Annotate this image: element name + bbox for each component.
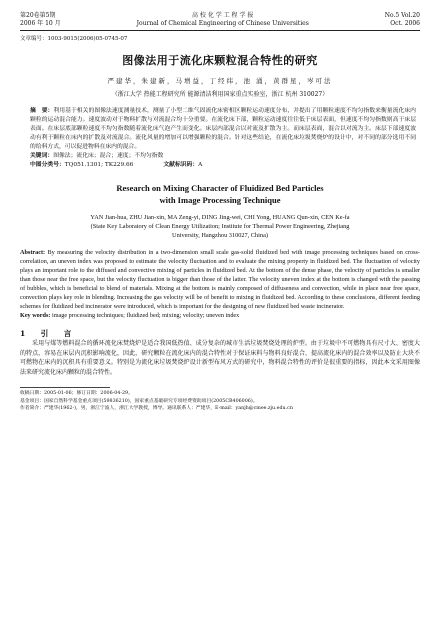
issue-volume: 第20卷第5期 bbox=[20, 12, 56, 19]
keywords-en-label: Key words: bbox=[20, 312, 51, 319]
title-cn: 图像法用于流化床颗粒混合特性的研究 bbox=[122, 54, 318, 67]
journal-name-cn: 高 校 化 学 工 程 学 报 bbox=[192, 12, 254, 19]
affiliation-en bbox=[20, 222, 420, 240]
issue-date: 2006 年 10 月 bbox=[20, 20, 61, 27]
issue-date-en: Oct. 2006 bbox=[390, 20, 420, 27]
clc-label: 中图分类号： bbox=[30, 162, 65, 168]
footnote-fund: 基金项目：国家自然科学基金重点项目(59836210)，国家重点基础研究专项经费资助项目(2005CB406006)。 bbox=[20, 398, 258, 404]
journal-header bbox=[20, 12, 420, 28]
footnote-author: 作者简介：严建华(1962-)，男，浙江宁波人，浙江大学教授，博导。通讯联系人：严建华，E-mail：yanjh@cmee.zju.edu.cn bbox=[20, 406, 293, 411]
abstract-cn-text: 利用基于相关的图像法速度测量技术，测量了小型二维气固流化床密相区颗粒运动速度分布，并提出了用颗粒速度不均匀指数来衡量流化床内颗粒的运动混合能力。速度波动对于物料扩散与对流混合均十分重要。在流化床下部，颗粒运动速度往往低于床层表面，但速度不均匀指数则高于床层表面。在床层底部颗粒速度不均匀指数随着流化床气泡产生而变化。床层内部混合以对流及扩散为主。而床层表面，混合以对流为主。床层下部速度波动有利于颗粒在床内的扩散及对流混合。流化风量的增加可以增强颗粒的混合。针对这些结论，在流化床垃圾焚烧炉的设计中，对不同的部分选用不同的给料方式，可以促进物料在床内的混合。 bbox=[30, 108, 416, 150]
issue-volume-en: No.5 Vol.20 bbox=[384, 12, 420, 19]
footnotes bbox=[20, 390, 420, 413]
clc-number bbox=[30, 161, 133, 170]
issue-info-en bbox=[385, 12, 420, 28]
title-en-line1: Research on Mixing Character of Fluidized Bed Particles bbox=[116, 183, 324, 193]
document-code-value: A bbox=[198, 162, 203, 168]
issue-info bbox=[20, 12, 61, 28]
affiliation-en-line2: University, Hangzhou 310027, China) bbox=[172, 232, 268, 239]
journal-name-en: Journal of Chemical Engineering of Chinese Universities bbox=[136, 20, 309, 27]
keywords-en bbox=[20, 311, 420, 320]
keywords-cn bbox=[20, 152, 420, 161]
keywords-en-text: image processing techniques; fluidized bed; mixing; velocity; uneven index bbox=[51, 312, 240, 319]
abstract-en-text: By measuring the velocity distribution in a two-dimension small scale gas-solid fluidized bed with image processing techniques based on cross-correlation, an uneven index was proposed to estimate the velocity fluctuation and to evaluate the mixing property in fluidized bed. The fluctuation of velocity plays an important role to the diffused and convective mixing of particles in fluidized bed. At the bottom of the dense phase, the velocity of particles is smaller than those near the free space, but the velocity fluctuation is bigger than those of the latter. The velocity uneven index at the bottom is changed with the passing of bubbles, which is beneficial to blend of materials. Mixing at the bottom is mainly composed of diffuseness and convection, while in place near free space, convection plays key role in blending. Increasing the gas velocity will be of benefit to mixing in fluidized bed. According to these conclusions, different feeding schemes for fluidized bed incinerator were introduced, which is important for the designing of new fluidized bed waste incinerator. bbox=[20, 249, 420, 310]
authors-en: YAN Jian-hua, ZHU Jian-xin, MA Zeng-yi, DING Jing-wei, CHI Yong, HUANG Qun-xin, CEN Ke-fa bbox=[90, 214, 350, 221]
affiliation-cn: （浙江大学 热能工程研究所 能源清洁利用国家重点实验室，浙江 杭州 310027） bbox=[111, 91, 329, 98]
abstract-en-label: Abstract: bbox=[20, 249, 46, 256]
journal-name bbox=[137, 12, 309, 28]
section-heading-introduction: 1 引 言 bbox=[20, 329, 76, 338]
affiliation-en-line1: (State Key Laboratory of Clean Energy Utilization; Institute for Thermal Power Engineering, Zhejiang bbox=[90, 223, 350, 230]
introduction-text: 采用与煤等燃料混合的循环流化床焚烧炉是适合我国低热值、成分复杂的城市生活垃圾焚烧处理的炉型。由于垃圾中不可燃物具有尺寸大、密度大的特点，容易在床层内沉积影响流化，因此，研究颗粒在流化床内的混合特性对于保证床料与物料良好混合、提高流化床内的混合效率以及防止大块不可燃物在床内的沉积具有重要意义。特别是为流化床垃圾焚烧炉设计新型布风方式的研究中，物料混合特性的评价是很重要的指标，因此本文采用图像法来研究流化床内颗粒的混合特性。 bbox=[20, 340, 420, 376]
article-number: 文章编号：1003-9015(2006)05-0745-07 bbox=[20, 36, 128, 42]
title-en bbox=[20, 182, 420, 206]
keywords-cn-label: 关键词： bbox=[30, 153, 54, 159]
keywords-cn-text: 图像法；流化床；混合；速度；不均匀指数 bbox=[53, 153, 164, 159]
document-code bbox=[163, 161, 202, 170]
abstract-cn-label: 摘 要： bbox=[30, 108, 54, 114]
clc-value: TQ051.1301; TK229.66 bbox=[64, 162, 134, 168]
abstract-en bbox=[20, 248, 420, 311]
footnote-rule bbox=[20, 387, 110, 388]
classification bbox=[20, 161, 420, 170]
footnote-received: 收稿日期：2005-01-06；修订日期：2006-04-29。 bbox=[20, 391, 133, 396]
authors-cn: 严建华，朱建新，马增益，丁经纬，池 涌，黄群星，岑可法 bbox=[107, 77, 333, 85]
header-rule bbox=[20, 30, 420, 31]
document-code-label: 文献标识码： bbox=[163, 162, 199, 168]
title-en-line2: with Image Processing Technique bbox=[159, 195, 281, 205]
paper-page bbox=[20, 12, 420, 413]
abstract-cn bbox=[20, 107, 420, 152]
